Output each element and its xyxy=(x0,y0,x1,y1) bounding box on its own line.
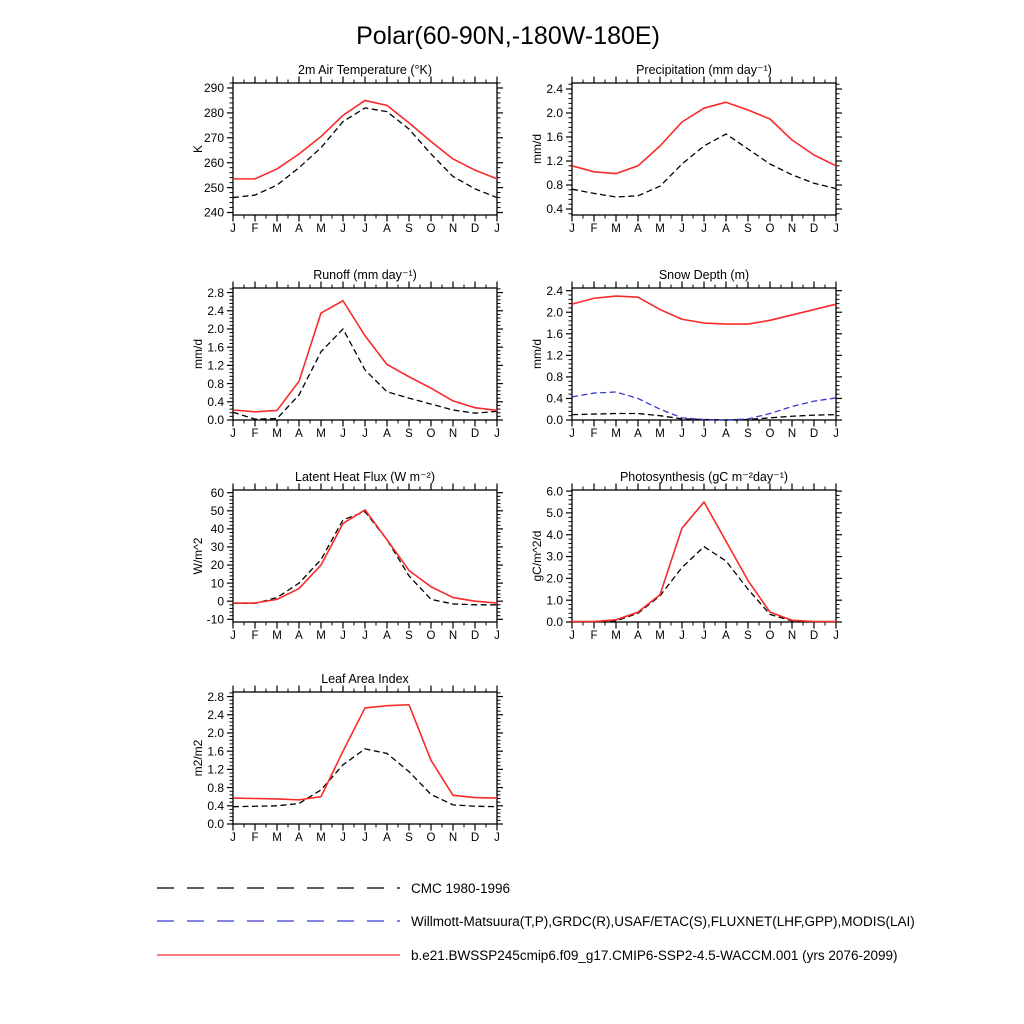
svg-text:O: O xyxy=(765,223,775,235)
svg-text:30: 30 xyxy=(210,540,224,555)
svg-text:Latent Heat Flux (W m⁻²): Latent Heat Flux (W m⁻²) xyxy=(295,470,435,484)
svg-text:J: J xyxy=(833,428,839,440)
svg-text:D: D xyxy=(470,630,480,642)
svg-text:-10: -10 xyxy=(206,612,224,627)
svg-text:1.2: 1.2 xyxy=(207,358,224,373)
svg-text:J: J xyxy=(701,630,707,642)
svg-text:M: M xyxy=(655,223,665,235)
chart-photosynthesis xyxy=(507,462,847,658)
svg-text:10: 10 xyxy=(210,576,224,591)
chart-2m-air-temperature xyxy=(168,55,508,251)
svg-text:0.4: 0.4 xyxy=(207,798,224,813)
svg-text:2.0: 2.0 xyxy=(207,322,224,337)
svg-text:mm/d: mm/d xyxy=(530,134,544,164)
svg-text:mm/d: mm/d xyxy=(530,339,544,369)
svg-text:20: 20 xyxy=(210,558,224,573)
svg-text:O: O xyxy=(426,832,436,844)
svg-text:A: A xyxy=(383,630,391,642)
svg-text:J: J xyxy=(701,428,707,440)
svg-text:J: J xyxy=(230,428,236,440)
svg-text:O: O xyxy=(426,223,436,235)
legend-label: CMC 1980-1996 xyxy=(411,880,511,896)
svg-text:J: J xyxy=(494,630,500,642)
svg-text:0.8: 0.8 xyxy=(207,376,224,391)
svg-text:D: D xyxy=(809,428,819,440)
svg-text:3.0: 3.0 xyxy=(546,549,563,564)
svg-text:0.4: 0.4 xyxy=(546,391,563,406)
svg-text:J: J xyxy=(362,428,368,440)
svg-text:F: F xyxy=(590,428,598,440)
svg-text:J: J xyxy=(230,223,236,235)
svg-text:A: A xyxy=(383,223,391,235)
svg-text:270: 270 xyxy=(203,130,224,145)
svg-text:0: 0 xyxy=(217,594,224,609)
svg-text:A: A xyxy=(295,223,303,235)
svg-text:J: J xyxy=(679,630,685,642)
svg-text:M: M xyxy=(316,223,326,235)
svg-text:Runoff (mm day⁻¹): Runoff (mm day⁻¹) xyxy=(313,268,417,282)
svg-text:O: O xyxy=(765,428,775,440)
svg-text:2.8: 2.8 xyxy=(207,285,224,300)
svg-text:M: M xyxy=(316,428,326,440)
svg-text:A: A xyxy=(722,223,730,235)
svg-text:F: F xyxy=(251,428,259,440)
svg-text:M: M xyxy=(655,630,665,642)
svg-text:A: A xyxy=(722,428,730,440)
svg-text:2.0: 2.0 xyxy=(546,571,563,586)
svg-text:m2/m2: m2/m2 xyxy=(191,739,205,777)
svg-text:A: A xyxy=(634,630,642,642)
svg-text:M: M xyxy=(611,223,621,235)
svg-text:2.0: 2.0 xyxy=(207,726,224,741)
svg-text:J: J xyxy=(494,428,500,440)
svg-text:O: O xyxy=(765,630,775,642)
svg-text:J: J xyxy=(340,832,346,844)
svg-text:J: J xyxy=(569,223,575,235)
svg-text:J: J xyxy=(494,223,500,235)
svg-text:0.0: 0.0 xyxy=(207,413,224,428)
svg-text:240: 240 xyxy=(203,205,224,220)
svg-text:A: A xyxy=(722,630,730,642)
svg-text:S: S xyxy=(744,223,752,235)
svg-text:D: D xyxy=(470,832,480,844)
svg-text:D: D xyxy=(809,630,819,642)
svg-text:D: D xyxy=(470,428,480,440)
svg-text:1.0: 1.0 xyxy=(546,593,563,608)
svg-text:1.2: 1.2 xyxy=(546,154,563,169)
svg-text:M: M xyxy=(272,832,282,844)
svg-text:2.4: 2.4 xyxy=(207,303,224,318)
svg-text:290: 290 xyxy=(203,81,224,96)
svg-text:260: 260 xyxy=(203,155,224,170)
svg-text:Leaf Area Index: Leaf Area Index xyxy=(321,672,409,686)
svg-text:0.4: 0.4 xyxy=(207,394,224,409)
svg-text:A: A xyxy=(295,428,303,440)
svg-text:40: 40 xyxy=(210,522,224,537)
svg-text:F: F xyxy=(590,630,598,642)
svg-text:O: O xyxy=(426,428,436,440)
svg-text:1.2: 1.2 xyxy=(207,762,224,777)
svg-text:2.0: 2.0 xyxy=(546,305,563,320)
chart-latent-heat-flux xyxy=(168,462,508,658)
svg-text:J: J xyxy=(833,223,839,235)
svg-text:S: S xyxy=(405,428,413,440)
svg-text:J: J xyxy=(494,832,500,844)
svg-text:J: J xyxy=(340,428,346,440)
svg-text:1.6: 1.6 xyxy=(207,744,224,759)
svg-text:J: J xyxy=(569,630,575,642)
svg-text:F: F xyxy=(251,630,259,642)
svg-text:0.4: 0.4 xyxy=(546,202,563,217)
svg-text:O: O xyxy=(426,630,436,642)
svg-text:A: A xyxy=(383,832,391,844)
svg-text:M: M xyxy=(272,630,282,642)
legend-item-cmc xyxy=(157,878,510,898)
svg-text:N: N xyxy=(448,832,458,844)
svg-text:F: F xyxy=(590,223,598,235)
svg-text:D: D xyxy=(809,223,819,235)
svg-text:J: J xyxy=(230,630,236,642)
svg-text:250: 250 xyxy=(203,180,224,195)
svg-text:J: J xyxy=(340,223,346,235)
legend-line-blue-dashed xyxy=(157,911,400,931)
svg-text:2.4: 2.4 xyxy=(207,707,224,722)
svg-text:2.4: 2.4 xyxy=(546,283,563,298)
svg-text:F: F xyxy=(251,832,259,844)
svg-text:A: A xyxy=(295,630,303,642)
svg-text:N: N xyxy=(787,223,797,235)
svg-text:Precipitation (mm day⁻¹): Precipitation (mm day⁻¹) xyxy=(636,63,772,77)
svg-text:1.6: 1.6 xyxy=(207,340,224,355)
chart-precipitation xyxy=(507,55,847,251)
svg-text:5.0: 5.0 xyxy=(546,506,563,521)
svg-text:J: J xyxy=(362,630,368,642)
svg-text:S: S xyxy=(405,223,413,235)
svg-text:M: M xyxy=(272,428,282,440)
svg-text:280: 280 xyxy=(203,106,224,121)
svg-text:2m Air Temperature (°K): 2m Air Temperature (°K) xyxy=(298,63,432,77)
chart-runoff xyxy=(168,260,508,456)
svg-text:N: N xyxy=(787,630,797,642)
svg-text:M: M xyxy=(316,832,326,844)
svg-text:mm/d: mm/d xyxy=(191,339,205,369)
svg-text:2.8: 2.8 xyxy=(207,689,224,704)
svg-text:gC/m^2/d: gC/m^2/d xyxy=(530,530,544,582)
svg-text:N: N xyxy=(448,428,458,440)
svg-text:0.0: 0.0 xyxy=(207,817,224,832)
svg-text:M: M xyxy=(272,223,282,235)
svg-text:1.6: 1.6 xyxy=(546,130,563,145)
svg-text:J: J xyxy=(833,630,839,642)
svg-text:F: F xyxy=(251,223,259,235)
legend-line-red-solid xyxy=(157,945,400,965)
svg-text:50: 50 xyxy=(210,503,224,518)
svg-text:1.6: 1.6 xyxy=(546,326,563,341)
svg-text:0.0: 0.0 xyxy=(546,615,563,630)
svg-text:K: K xyxy=(191,144,205,154)
legend-label: Willmott-Matsuura(T,P),GRDC(R),USAF/ETAC(S),FLUXNET(LHF,GPP),MODIS(LAI) xyxy=(411,913,915,929)
svg-text:A: A xyxy=(634,428,642,440)
svg-text:60: 60 xyxy=(210,485,224,500)
svg-text:2.0: 2.0 xyxy=(546,106,563,121)
svg-text:6.0: 6.0 xyxy=(546,484,563,499)
svg-text:4.0: 4.0 xyxy=(546,527,563,542)
svg-text:W/m^2: W/m^2 xyxy=(191,537,205,575)
chart-snow-depth xyxy=(507,260,847,456)
svg-text:N: N xyxy=(787,428,797,440)
svg-text:S: S xyxy=(405,832,413,844)
svg-text:N: N xyxy=(448,630,458,642)
chart-leaf-area-index xyxy=(168,664,508,860)
svg-text:0.8: 0.8 xyxy=(546,370,563,385)
legend-label: b.e21.BWSSP245cmip6.f09_g17.CMIP6-SSP2-4.5-WACCM.001 (yrs 2076-2099) xyxy=(411,947,898,963)
svg-text:M: M xyxy=(316,630,326,642)
svg-text:0.8: 0.8 xyxy=(207,780,224,795)
svg-text:S: S xyxy=(744,630,752,642)
svg-text:A: A xyxy=(295,832,303,844)
svg-text:M: M xyxy=(611,428,621,440)
svg-text:2.4: 2.4 xyxy=(546,82,563,97)
svg-text:S: S xyxy=(744,428,752,440)
svg-text:J: J xyxy=(679,223,685,235)
svg-text:J: J xyxy=(569,428,575,440)
legend-line-black-dashed xyxy=(157,878,400,898)
svg-text:Photosynthesis (gC m⁻²day⁻¹): Photosynthesis (gC m⁻²day⁻¹) xyxy=(619,470,789,484)
svg-text:A: A xyxy=(634,223,642,235)
svg-text:Snow Depth (m): Snow Depth (m) xyxy=(658,268,750,282)
svg-text:0.0: 0.0 xyxy=(546,413,563,428)
page-title: Polar(60-90N,-180W-180E) xyxy=(356,22,660,50)
svg-text:M: M xyxy=(655,428,665,440)
svg-text:1.2: 1.2 xyxy=(546,348,563,363)
svg-text:A: A xyxy=(383,428,391,440)
svg-text:J: J xyxy=(679,428,685,440)
svg-text:J: J xyxy=(230,832,236,844)
legend-item-obs-merged xyxy=(157,911,915,931)
svg-text:J: J xyxy=(340,630,346,642)
svg-text:N: N xyxy=(448,223,458,235)
svg-text:J: J xyxy=(701,223,707,235)
legend-item-model xyxy=(157,945,897,965)
svg-text:S: S xyxy=(405,630,413,642)
svg-text:M: M xyxy=(611,630,621,642)
svg-text:D: D xyxy=(470,223,480,235)
svg-text:0.8: 0.8 xyxy=(546,178,563,193)
svg-text:J: J xyxy=(362,832,368,844)
svg-text:J: J xyxy=(362,223,368,235)
